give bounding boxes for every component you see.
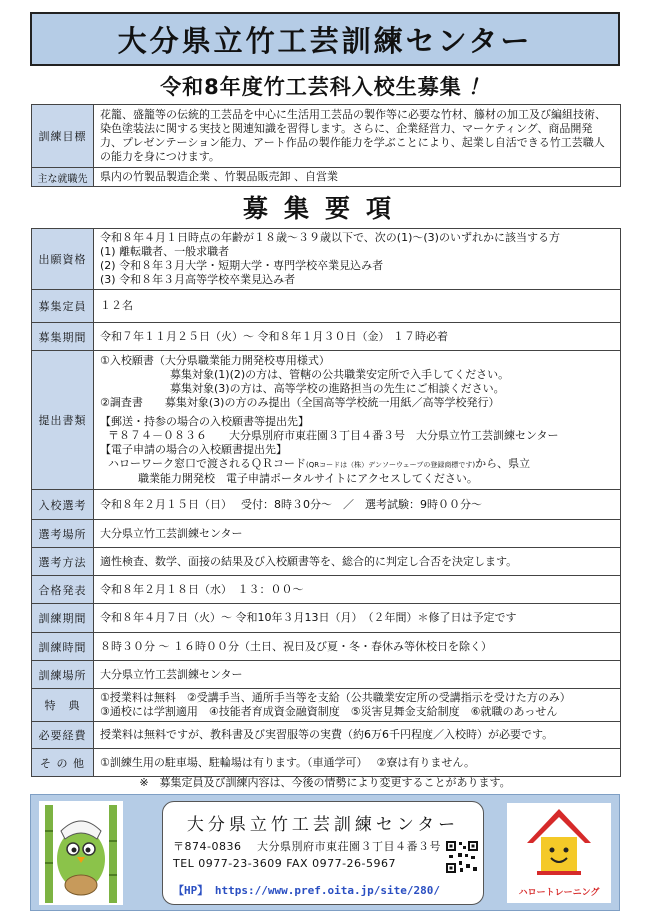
row-label: 訓練期間: [32, 604, 94, 633]
employment-text: 県内の竹製品製造企業 、竹製品販売卸 、自営業: [94, 168, 621, 187]
phone-fax: TEL 0977-23-3609 FAX 0977-26-5967: [173, 857, 397, 870]
training-place-text: 大分県立竹工芸訓練センター: [94, 661, 621, 689]
exam-method-text: 適性検査、数学、面接の結果及び入校願書等を、総合的に判定し合否を決定します。: [94, 548, 621, 576]
row-label: 選考方法: [32, 548, 94, 576]
table-row: [32, 229, 621, 290]
period-text: 令和７年１１月２５日（火）～ 令和８年１月３０日（金） １７時必着: [94, 323, 621, 351]
footer: [30, 794, 620, 911]
row-label: 入校選考: [32, 490, 94, 520]
row-label: 訓練場所: [32, 661, 94, 689]
capacity-text: １２名: [94, 290, 621, 323]
row-label: 訓練時間: [32, 633, 94, 661]
table-row: [32, 290, 621, 323]
row-label: 募集期間: [32, 323, 94, 351]
section-title: 募集要項: [242, 194, 407, 223]
benefits-text: ①授業料は無料 ②受講手当、通所手当等を支給（公共職業安定所の受講指示を受けた方のみ） ③通校には学割適用 ④技能者育成資金融資制度 ⑤災害見舞金支給制度 ⑥就職のあっせん: [94, 689, 621, 722]
footnote: ※ 募集定員及び訓練内容は、今後の情勢により変更することがあります。: [139, 776, 511, 789]
hello-training-icon: [507, 803, 611, 883]
address-card: [162, 801, 484, 905]
table-row: [32, 548, 621, 576]
row-label: 合格発表: [32, 576, 94, 604]
qr-code-icon: [445, 840, 479, 874]
documents-text: ①入校願書（大分県職業能力開発校専用様式） 募集対象(1)(2)の方は、管轄の公共職業安定所で入手してください。 募集対象(3)の方は、高等学校の進路担当の先生にご相談ください。 ②調査書 募集対象(3)の方のみ提出（全国高等学校統一用紙／高等学校発行） 【郵送・持参の場合の入校願書等提出先】 〒８７４－０８３６ 大分県別府市東荘園３丁目４番３号 大分県立竹工芸訓練センター 【電子申請の場合の入校願書提出先】 ハローワーク窓口で渡されるＱＲコード(QRコードは（株）デンソーウェーブの登録商標です)から、県立 職業能力開発校 電子申請ポータルサイトにアクセスしてください。: [94, 351, 621, 490]
row-label: 必要経費: [32, 722, 94, 749]
row-label: 提出書類: [32, 351, 94, 490]
announcement-text: 令和８年２月１８日（水） １３：００～: [94, 576, 621, 604]
table-row: [32, 749, 621, 777]
logo-text: ハロートレーニング: [518, 888, 600, 898]
table-row: [32, 351, 621, 490]
training-goal-label: 訓練目標: [32, 105, 94, 168]
table-row: [32, 323, 621, 351]
page-title: 大分県立竹工芸訓練センター: [30, 12, 620, 66]
org-name: 大分県立竹工芸訓練センター: [186, 815, 460, 835]
training-time-text: ８時３０分 ～ １６時００分（土日、祝日及び夏・冬・春休み等休校日を除く）: [94, 633, 621, 661]
row-label: 選考場所: [32, 520, 94, 548]
table-row: [32, 520, 621, 548]
hello-training-logo: [507, 803, 611, 903]
table-row: [32, 633, 621, 661]
exam-place-text: 大分県立竹工芸訓練センター: [94, 520, 621, 548]
training-period-text: 令和８年４月７日（火）～ 令和10年３月13日（月） （２年間）＊修了日は予定です: [94, 604, 621, 633]
qualification-text: 令和８年４月１日時点の年齢が１８歳～３９歳以下で、次の(1)～(3)のいずれかに該当する方 (1) 離転職者、一般求職者 (2) 令和８年３月大学・短期大学・専門学校卒業見込み者 (3) 令和８年３月高等学校卒業見込み者: [94, 229, 621, 290]
training-goal-text: 花籠、盛籠等の伝統的工芸品を中心に生活用工芸品の製作等に必要な竹材、籐材の加工及び編組技術、染色塗装法に関する実技と関連知識を習得します。さらに、企業経営力、マーケティング、商品開発力、プレゼンテーション能力、アート作品の製作能力を学ぶことにより、起業し自活できる竹工芸職人の能力を身につけます。: [94, 105, 621, 168]
subtitle: 令和8年度竹工芸科入校生募集 ！: [160, 74, 490, 99]
table-row: [32, 661, 621, 689]
homepage-link[interactable]: 【HP】 https://www.pref.oita.jp/site/280/: [173, 884, 441, 897]
bamboo-bird-mascot-icon: [39, 801, 123, 905]
intro-table: [31, 104, 621, 187]
address: 〒874-0836 大分県別府市東荘園３丁目４番３号: [173, 840, 441, 853]
table-row: [32, 689, 621, 722]
exam-text: 令和８年２月１５日（日） 受付：8時３0分～ ／ 選考試験：9時００分～: [94, 490, 621, 520]
table-row: [32, 604, 621, 633]
employment-label: 主な就職先: [32, 168, 94, 187]
table-row: [32, 722, 621, 749]
row-label: そ の 他: [32, 749, 94, 777]
row-label: 出願資格: [32, 229, 94, 290]
costs-text: 授業料は無料ですが、教科書及び実習服等の実費（約6万6千円程度／入校時）が必要です。: [94, 722, 621, 749]
subtitle-exclamation: ！: [467, 74, 490, 99]
table-row: [32, 576, 621, 604]
row-label: 募集定員: [32, 290, 94, 323]
table-row: [32, 490, 621, 520]
other-text: ①訓練生用の駐車場、駐輪場は有ります。（車通学可） ②寮は有りません。: [94, 749, 621, 777]
requirements-table: [31, 228, 621, 777]
row-label: 特 典: [32, 689, 94, 722]
